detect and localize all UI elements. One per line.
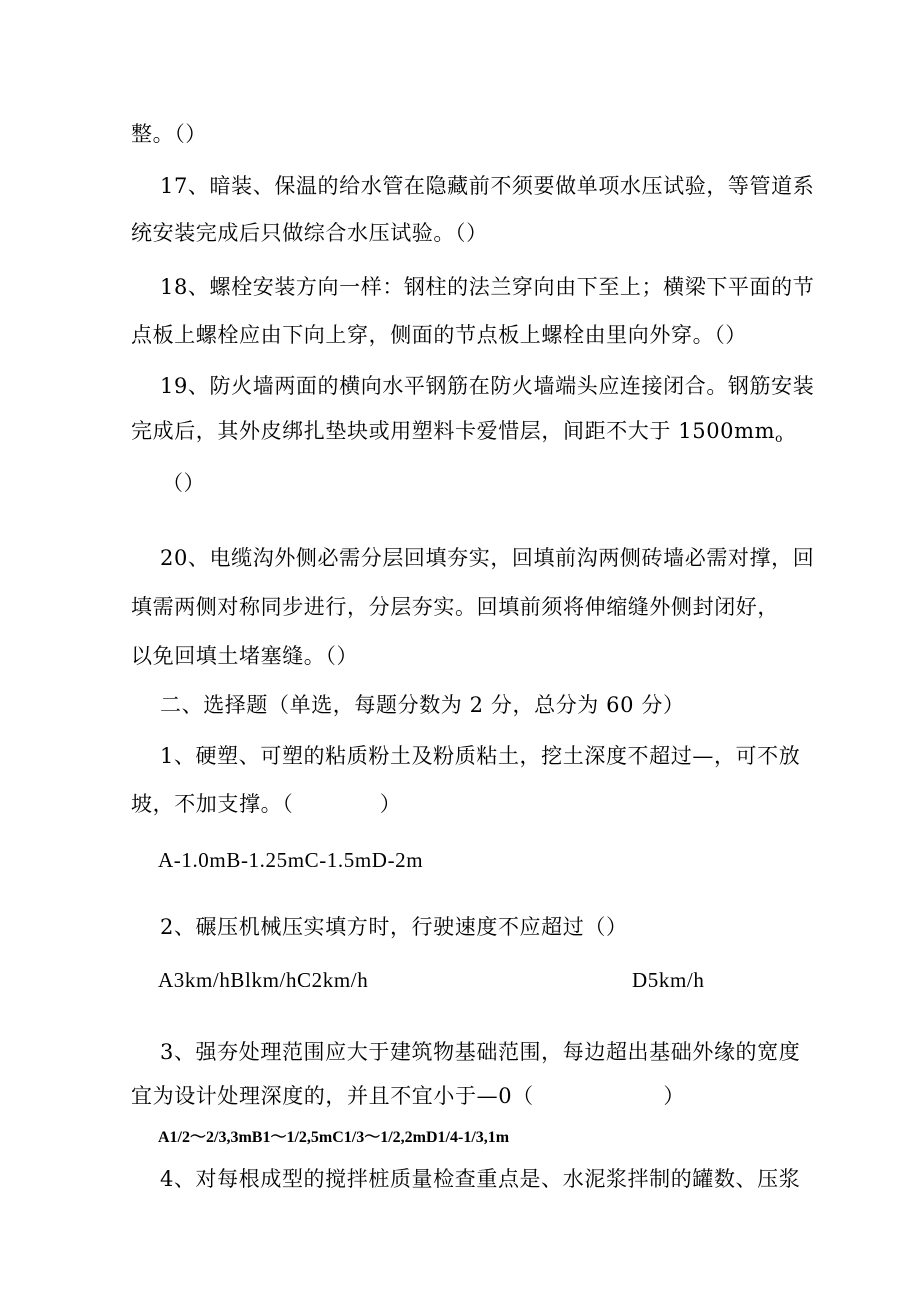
question-17-line-2: 统安装完成后只做综合水压试验。（） [131,221,488,245]
choice-2-question: 2、碾压机械压实填方时，行驶速度不应超过（） [160,915,628,939]
section-heading: 二、选择题（单选，每题分数为 2 分，总分为 60 分） [160,693,685,717]
question-19-line-2 [131,417,782,445]
question-17-line-1: 17、暗装、保温的给水管在隐藏前不须要做单项水压试验，等管道系 [160,174,815,198]
text-line-1: 整。（） [131,122,207,146]
question-19-line-1: 19、防火墙两面的横向水平钢筋在防火墙端头应连接闭合。钢筋安装 [160,374,815,398]
choice-2-options-abc: A3km/hBlkm/hC2km/h [158,968,369,992]
choice-4-line-1: 4、对每根成型的搅拌桩质量检查重点是、水泥浆拌制的罐数、压浆 [160,1167,801,1191]
choice-1-line-2: 坡，不加支撑。（ ） [131,792,402,816]
choice-1-line-1: 1、硬塑、可塑的粘质粉土及粉质粘土，挖土深度不超过—，可不放 [160,744,801,768]
question-20-line-1: 20、电缆沟外侧必需分层回填夯实，回填前沟两侧砖墙必需对撑，回 [160,546,815,570]
subscript-mark: o [775,431,783,445]
choice-3-line-2: 宜为设计处理深度的，并且不宜小于—0（ ） [131,1084,685,1108]
question-20-line-2: 填需两侧对称同步进行，分层夯实。回填前须将伸缩缝外侧封闭好， [131,595,779,619]
question-19-answer-blank: （） [162,471,206,495]
choice-1-options: A-1.0mB-1.25mC-1.5mD-2m [158,848,424,872]
question-18-line-2: 点板上螺栓应由下向上穿，侧面的节点板上螺栓由里向外穿。（） [131,323,747,347]
choice-3-line-1: 3、强夯处理范围应大于建筑物基础范围，每边超出基础外缘的宽度 [160,1040,801,1064]
choice-3-options: A1/2～2/3,3mB1～1/2,5mC1/3～1/2,2mD1/4-1/3,1m [158,1129,510,1146]
choice-2-option-d: D5km/h [632,968,705,992]
question-20-line-3: 以免回填土堵塞缝。（） [131,644,359,668]
question-19-line-2-text: 完成后，其外皮绑扎垫块或用塑料卡爱惜层，间距不大于 1500mm [131,419,776,443]
question-18-line-1: 18、螺栓安装方向一样：钢柱的法兰穿向由下至上；横梁下平面的节 [160,275,815,299]
